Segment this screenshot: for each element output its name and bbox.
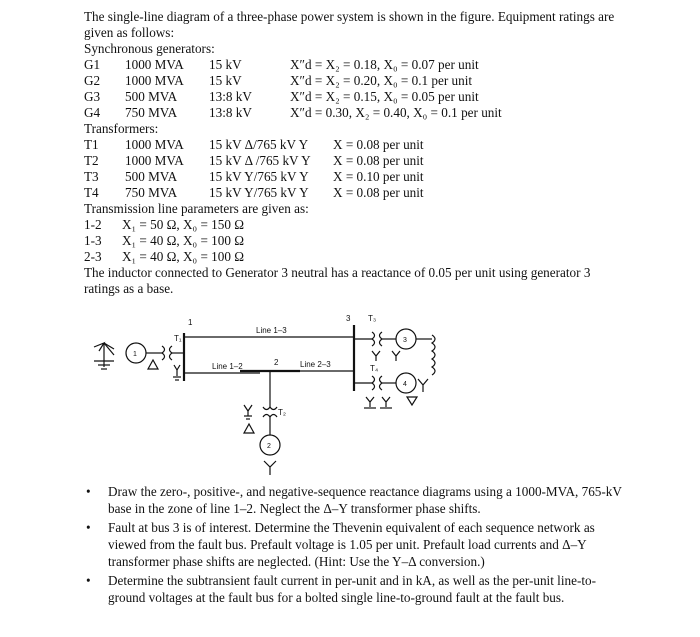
xfmr-name: T2 [84, 153, 99, 168]
gen-rating: 750 MVA [125, 105, 178, 120]
line-name: 2-3 [84, 249, 102, 264]
t4-label: T₄ [370, 364, 379, 373]
xfmr-voltage: 15 kV Δ/765 kV Y [209, 137, 309, 152]
bus-2-label: 2 [274, 358, 279, 367]
xfmr-voltage: 15 kV Δ /765 kV Y [209, 153, 311, 168]
xfmr-rating: 750 MVA [125, 185, 178, 200]
question-list [84, 483, 629, 608]
line-params: X₁ = 40 Ω, X₀ = 100 Ω [122, 249, 245, 264]
xfmr-rating: 1000 MVA [125, 153, 184, 168]
line-2-3-label: Line 2–3 [300, 360, 331, 369]
t3-label: T₃ [368, 314, 377, 323]
neutral-inductor [432, 335, 435, 375]
intro-paragraph: The single-line diagram of a three-phase power system is shown in the figure. Equipment ratings are given as follows: [84, 9, 615, 40]
line-1-2-label: Line 1–2 [212, 362, 243, 371]
gen-voltage: 13:8 kV [209, 89, 252, 104]
gen-name: G1 [84, 57, 101, 72]
question-item: • Determine the subtransient fault current in per-unit and in kA, as well as the per-unit line-to-ground voltages at the fault bus for a bolted single line-to-ground fault at the fault bus. [84, 572, 629, 606]
gen-rating: 1000 MVA [125, 57, 184, 72]
gen-name: G3 [84, 89, 101, 104]
xfmr-name: T3 [84, 169, 99, 184]
lines-heading: Transmission line parameters are given as: [84, 201, 309, 216]
g4-label: 4 [403, 381, 407, 388]
xfmr-name: T1 [84, 137, 99, 152]
transformers-heading: Transformers: [84, 121, 159, 136]
line-1-3-label: Line 1–3 [256, 326, 287, 335]
transformer-t4-symbol [364, 376, 392, 408]
line-params: X₁ = 40 Ω, X₀ = 100 Ω [122, 233, 245, 248]
xfmr-name: T4 [84, 185, 99, 200]
xfmr-reactance: X = 0.08 per unit [333, 185, 424, 200]
g1-label: 1 [133, 351, 137, 358]
single-line-diagram [80, 305, 480, 480]
xfmr-reactance: X = 0.10 per unit [333, 169, 424, 184]
transformer-t2-symbol [244, 405, 277, 433]
gen-reactance: X″d = X₂ = 0.18, X₀ = 0.07 per unit [290, 57, 479, 72]
xfmr-voltage: 15 kV Y/765 kV Y [209, 169, 309, 184]
gen-rating: 1000 MVA [125, 73, 184, 88]
question-item: • Fault at bus 3 is of interest. Determine the Thevenin equivalent of each sequence network as viewed from the fault bus. Prefault voltage is 1.05 per unit. Prefault load currents and Δ–Y transformer phase shifts are neglected. (Hint: Use the Y–Δ conversion.) [84, 519, 629, 570]
gen-voltage: 15 kV [209, 57, 242, 72]
bus-1-label: 1 [188, 318, 193, 327]
line-params: X₁ = 50 Ω, X₀ = 150 Ω [122, 217, 245, 232]
line-name: 1-3 [84, 233, 102, 248]
t2-label: T₂ [278, 408, 286, 417]
bus-3-label: 3 [346, 314, 351, 323]
xfmr-rating: 500 MVA [125, 169, 178, 184]
g3-label: 3 [403, 337, 407, 344]
gen-rating: 500 MVA [125, 89, 178, 104]
g2-label: 2 [267, 443, 271, 450]
xfmr-voltage: 15 kV Y/765 kV Y [209, 185, 309, 200]
gen-name: G4 [84, 105, 101, 120]
ground-symbol [94, 343, 114, 369]
gen-reactance: X″d = X₂ = 0.20, X₀ = 0.1 per unit [290, 73, 473, 88]
transformer-t1-symbol [148, 346, 184, 380]
gen-reactance: X″d = X₂ = 0.15, X₀ = 0.05 per unit [290, 89, 479, 104]
gen-name: G2 [84, 73, 101, 88]
gen-reactance: X″d = 0.30, X₂ = 0.40, X₀ = 0.1 per unit [290, 105, 502, 120]
t1-label: T₁ [174, 334, 182, 343]
xfmr-reactance: X = 0.08 per unit [333, 153, 424, 168]
gen-voltage: 15 kV [209, 73, 242, 88]
line-name: 1-2 [84, 217, 102, 232]
inductor-note: The inductor connected to Generator 3 neutral has a reactance of 0.05 per unit using generator 3 ratings as a base. [84, 265, 591, 296]
question-item: • Draw the zero-, positive-, and negative-sequence reactance diagrams using a 1000-MVA, 765-kV base in the zone of line 1–2. Neglect the Δ–Y transformer phase shifts. [84, 483, 629, 517]
generators-heading: Synchronous generators: [84, 41, 215, 56]
xfmr-rating: 1000 MVA [125, 137, 184, 152]
gen-voltage: 13:8 kV [209, 105, 252, 120]
xfmr-reactance: X = 0.08 per unit [333, 137, 424, 152]
